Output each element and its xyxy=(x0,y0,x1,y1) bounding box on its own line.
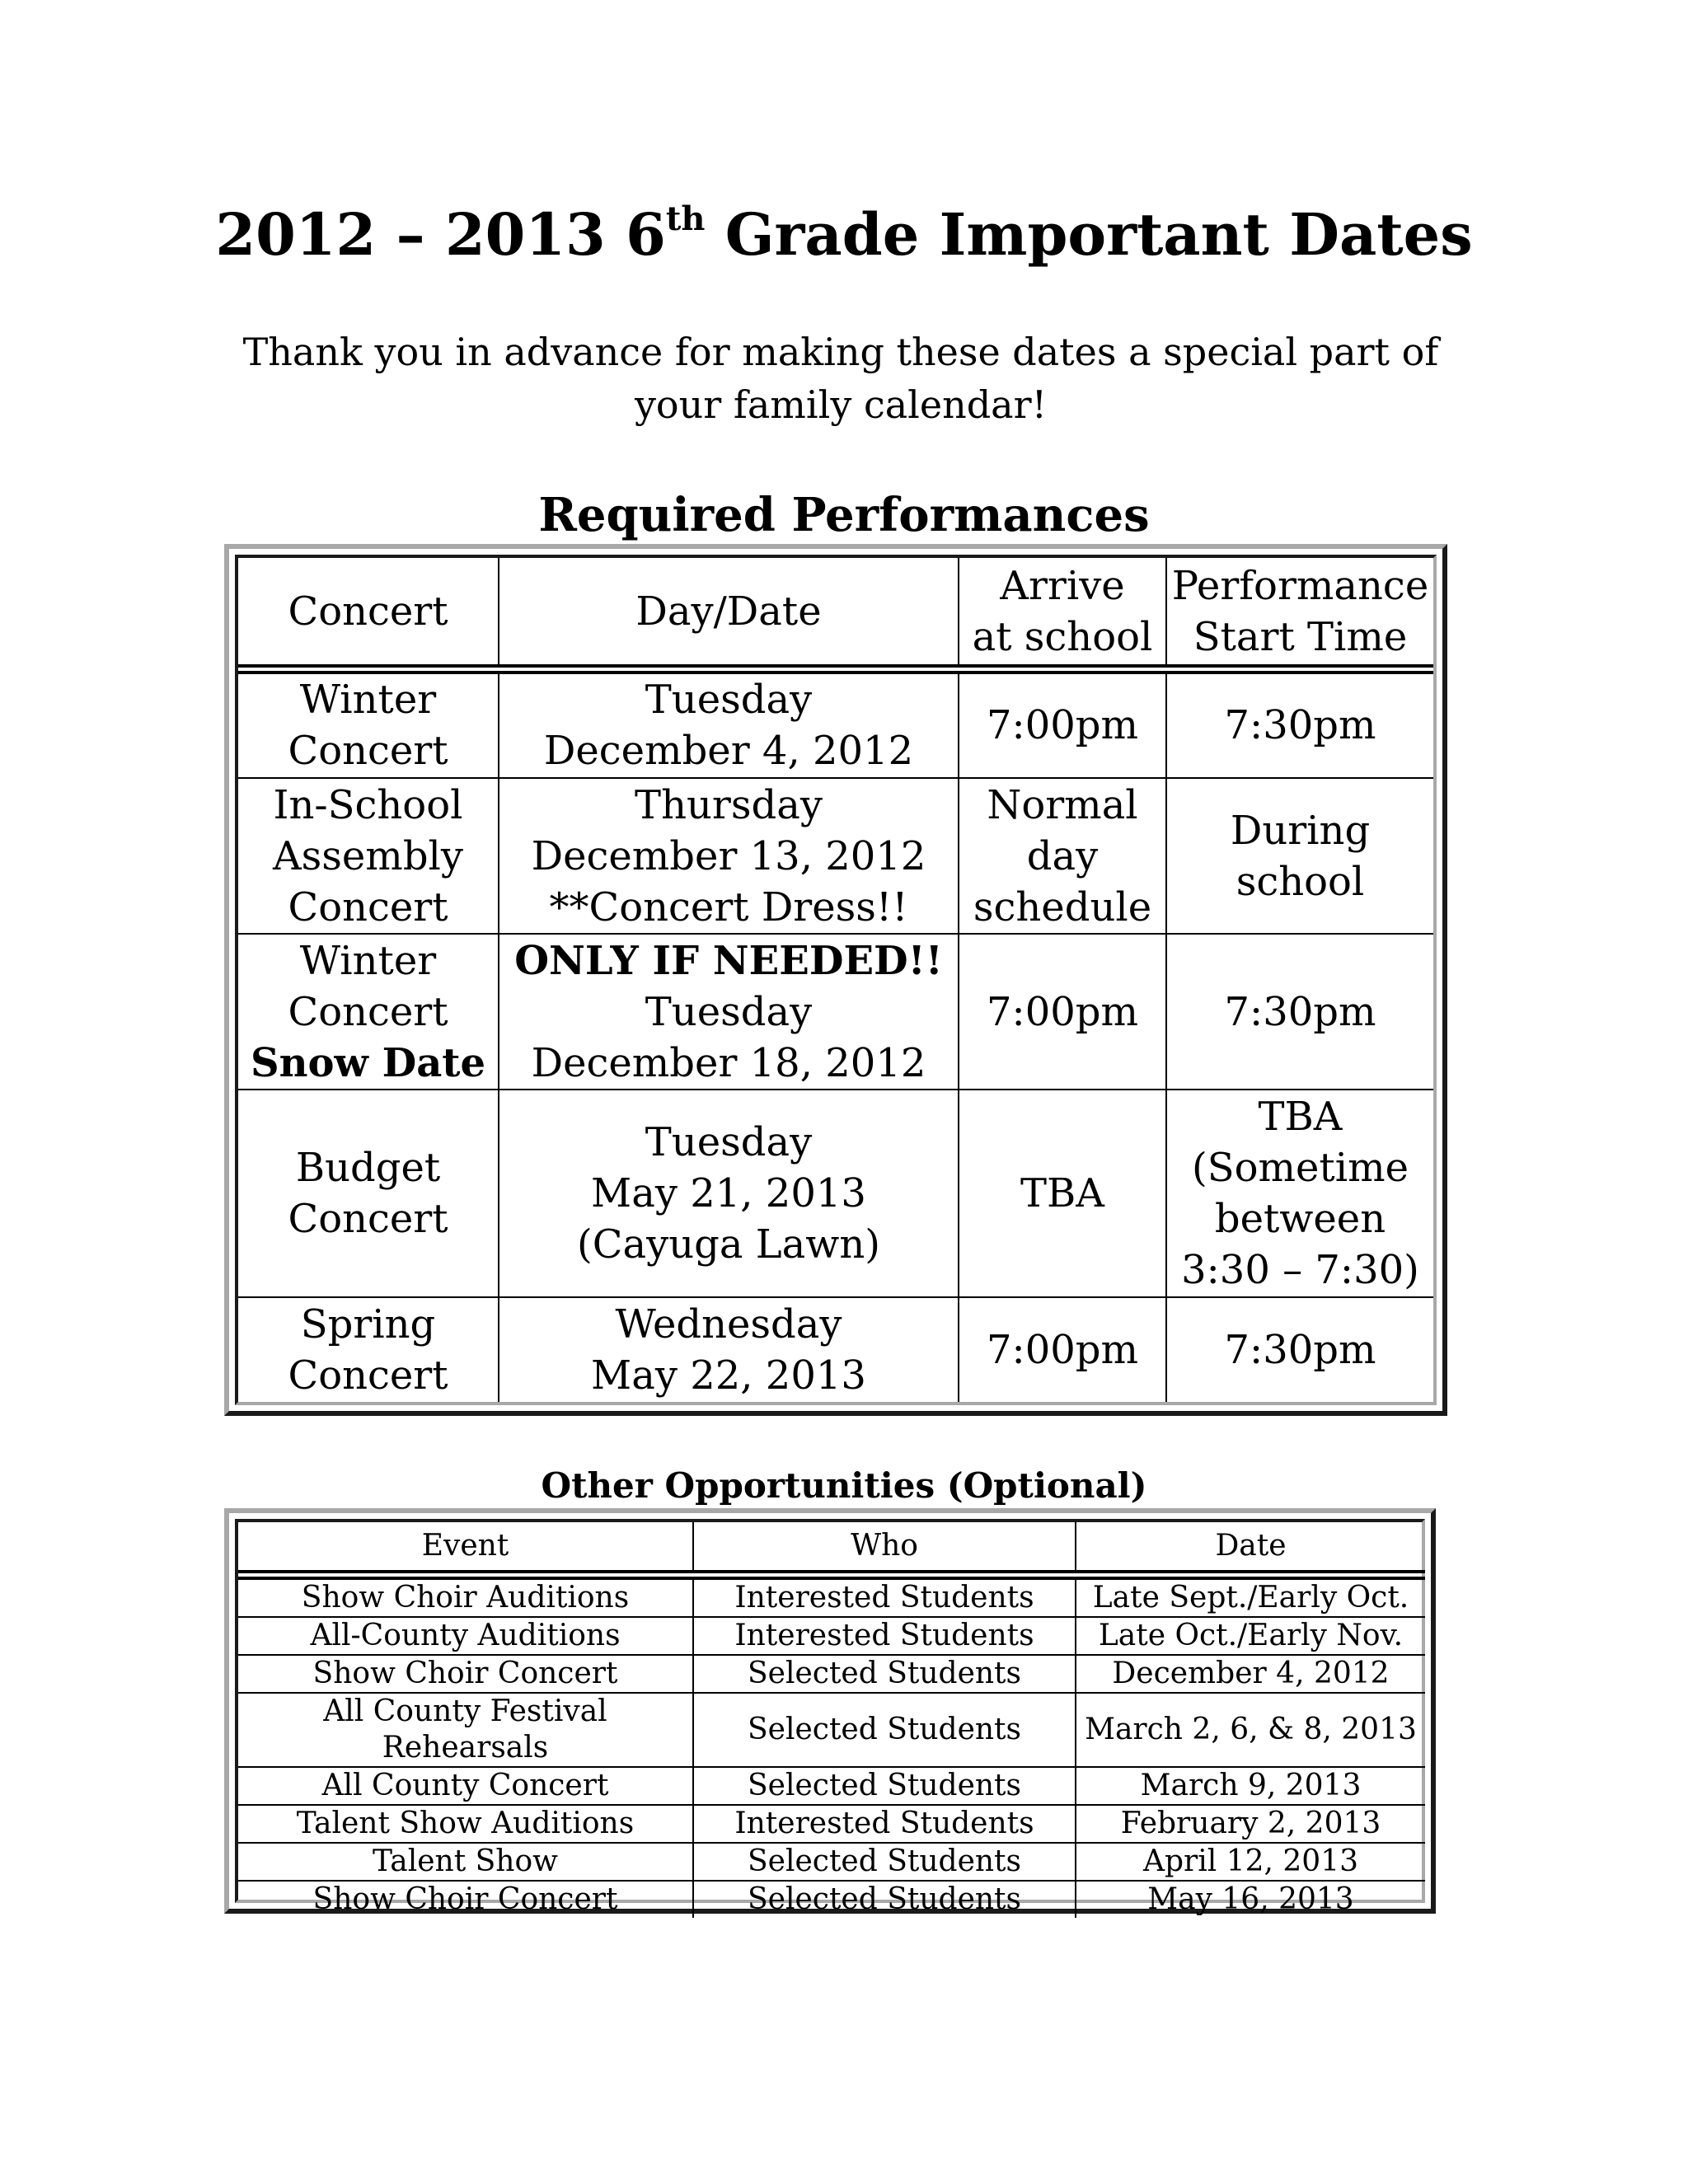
arrive-cell: TBA xyxy=(959,1090,1166,1297)
arrive-cell: 7:00pm xyxy=(959,934,1166,1090)
header-who: Who xyxy=(693,1522,1076,1575)
table-row xyxy=(238,1881,1425,1918)
header-arrive: Arrive at school xyxy=(959,558,1166,669)
table-row xyxy=(238,1843,1425,1881)
optional-heading: Other Opportunities (Optional) xyxy=(541,1465,1147,1506)
who-cell: Interested Students xyxy=(693,1575,1076,1617)
event-cell: All County Festival Rehearsals xyxy=(238,1693,693,1767)
required-table-frame xyxy=(224,544,1447,1416)
date-cell: Thursday December 13, 2012 **Concert Dress!! xyxy=(499,778,959,934)
concert-cell: Budget Concert xyxy=(238,1090,499,1297)
date-cell: December 4, 2012 xyxy=(1076,1655,1425,1693)
table-row xyxy=(238,669,1433,778)
event-cell: Show Choir Concert xyxy=(238,1881,693,1918)
table-row xyxy=(238,1297,1433,1402)
table-row xyxy=(238,1655,1425,1693)
who-cell: Interested Students xyxy=(693,1805,1076,1843)
optional-table-inner-frame xyxy=(235,1519,1425,1916)
title-rest: Grade Important Dates xyxy=(705,200,1473,269)
required-heading: Required Performances xyxy=(538,488,1150,542)
table-row xyxy=(238,1767,1425,1805)
page-title xyxy=(0,198,1688,272)
date-cell: Late Sept./Early Oct. xyxy=(1076,1575,1425,1617)
date-cell: Late Oct./Early Nov. xyxy=(1076,1617,1425,1655)
date-cell: March 2, 6, & 8, 2013 xyxy=(1076,1693,1425,1767)
date-cell: May 16, 2013 xyxy=(1076,1881,1425,1918)
arrive-cell: 7:00pm xyxy=(959,669,1166,778)
required-header-row xyxy=(238,558,1433,669)
date-cell: Tuesday December 4, 2012 xyxy=(499,669,959,778)
concert-cell: Spring Concert xyxy=(238,1297,499,1402)
date-cell: March 9, 2013 xyxy=(1076,1767,1425,1805)
who-cell: Selected Students xyxy=(693,1843,1076,1881)
table-row xyxy=(238,1090,1433,1297)
table-row xyxy=(238,1575,1425,1617)
intro-line-2: your family calendar! xyxy=(634,382,1048,427)
start-cell: 7:30pm xyxy=(1166,669,1433,778)
table-row xyxy=(238,1805,1425,1843)
other-opportunities-table xyxy=(238,1522,1425,1918)
optional-header-row xyxy=(238,1522,1425,1575)
event-cell: All-County Auditions xyxy=(238,1617,693,1655)
who-cell: Selected Students xyxy=(693,1767,1076,1805)
concert-cell: In-School Assembly Concert xyxy=(238,778,499,934)
required-table-inner-frame xyxy=(235,555,1437,1405)
required-performances-table xyxy=(238,558,1433,1402)
event-cell: Talent Show xyxy=(238,1843,693,1881)
date-cell: Wednesday May 22, 2013 xyxy=(499,1297,959,1402)
title-year: 2012 – 2013 6 xyxy=(215,200,666,269)
who-cell: Selected Students xyxy=(693,1693,1076,1767)
start-cell: 7:30pm xyxy=(1166,934,1433,1090)
title-superscript: th xyxy=(665,199,706,238)
table-row xyxy=(238,1617,1425,1655)
who-cell: Selected Students xyxy=(693,1655,1076,1693)
event-cell: All County Concert xyxy=(238,1767,693,1805)
header-date: Date xyxy=(1076,1522,1425,1575)
snow-date-label: Snow Date xyxy=(250,1039,486,1086)
table-row xyxy=(238,1693,1425,1767)
only-if-needed-note: ONLY IF NEEDED!! xyxy=(514,937,943,984)
table-row xyxy=(238,778,1433,934)
header-start-time: Performance Start Time xyxy=(1166,558,1433,669)
who-cell: Selected Students xyxy=(693,1881,1076,1918)
event-cell: Show Choir Auditions xyxy=(238,1575,693,1617)
date-cell: ONLY IF NEEDED!! Tuesday December 18, 2012 xyxy=(499,934,959,1090)
date-cell: Tuesday May 21, 2013 (Cayuga Lawn) xyxy=(499,1090,959,1297)
table-row xyxy=(238,934,1433,1090)
concert-cell: Winter Concert xyxy=(238,669,499,778)
concert-cell: Winter Concert Snow Date xyxy=(238,934,499,1090)
header-day-date: Day/Date xyxy=(499,558,959,669)
arrive-cell: 7:00pm xyxy=(959,1297,1166,1402)
who-cell: Interested Students xyxy=(693,1617,1076,1655)
start-cell: TBA (Sometime between 3:30 – 7:30) xyxy=(1166,1090,1433,1297)
date-cell: April 12, 2013 xyxy=(1076,1843,1425,1881)
header-event: Event xyxy=(238,1522,693,1575)
event-cell: Show Choir Concert xyxy=(238,1655,693,1693)
date-cell: February 2, 2013 xyxy=(1076,1805,1425,1843)
intro-line-1: Thank you in advance for making these dates a special part of xyxy=(242,330,1439,374)
arrive-cell: Normal day schedule xyxy=(959,778,1166,934)
header-concert: Concert xyxy=(238,558,499,669)
start-cell: 7:30pm xyxy=(1166,1297,1433,1402)
intro-text xyxy=(223,326,1459,431)
start-cell: During school xyxy=(1166,778,1433,934)
event-cell: Talent Show Auditions xyxy=(238,1805,693,1843)
optional-table-frame xyxy=(224,1508,1436,1914)
